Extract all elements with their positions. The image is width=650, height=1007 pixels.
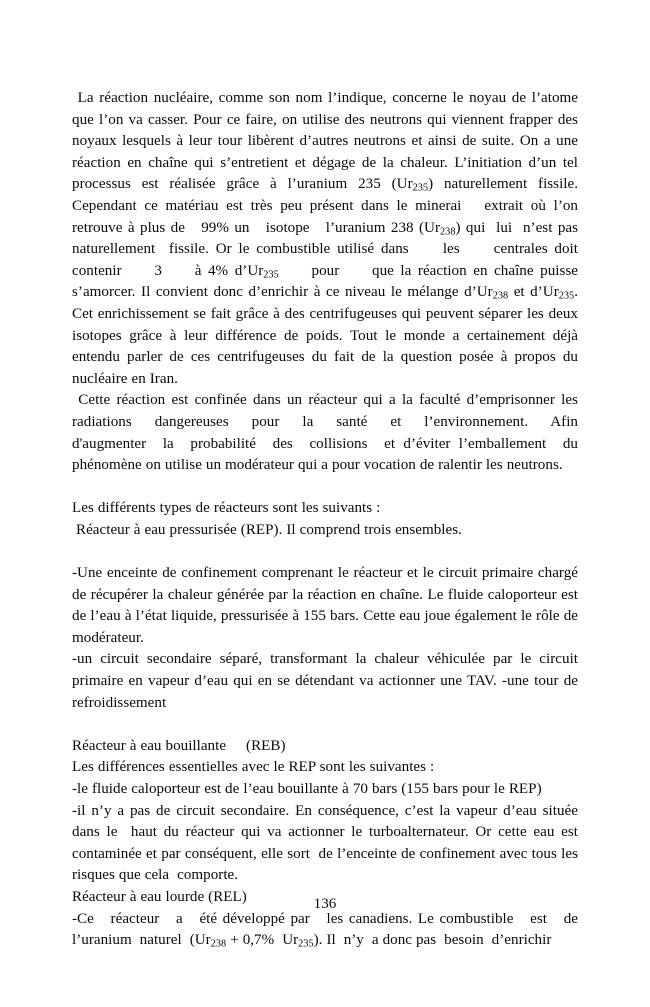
- paragraph-spacer-2: [72, 541, 578, 563]
- paragraph-rep-heading: Réacteur à eau pressurisée (REP). Il comprend trois ensembles.: [72, 521, 462, 538]
- paragraph-reb-differences-intro: Les différences essentielles avec le REP sont les suivantes :: [72, 759, 435, 776]
- paragraph-reactor-confinement: Cette réaction est confinée dans un réacteur qui a la faculté d’emprisonner les radiations dangereuses pour la santé et l’environnement. Afin d'augmenter la probabilité des collisions et d’éviter l’emballement du phénomène on utilise un modérateur qui a pour vocation de ralentir les neutrons.: [72, 392, 582, 474]
- subscript-ur235-d: 235: [298, 938, 314, 950]
- paragraph-spacer-1: [72, 477, 578, 499]
- paragraph-1-part-1: La réaction nucléaire, comme son nom l’indique, concerne le noyau de l’atome que l’on va casser. Pour ce faire, on utilise des neutrons qui viennent frapper des noyaux lesquels à leur tour libèrent d’autres neutrons et ainsi de suite. On a une réaction en chaîne qui s’entretient et dégage de la chaleur. L’initiation d’un tel processus est réalisée grâce à l’uranium 235 (Ur: [72, 90, 582, 193]
- paragraph-12-part-3: ). Il n’y a donc pas besoin d’enrichir: [313, 932, 552, 949]
- subscript-ur238-c: 238: [210, 938, 227, 950]
- paragraph-reb-heading: Réacteur à eau bouillante (REB): [72, 737, 286, 754]
- subscript-ur238-a: 238: [440, 225, 456, 237]
- paragraph-spacer-3: [72, 714, 578, 736]
- paragraph-1-part-6: . Cet enrichissement se fait grâce à des centrifugeuses qui peuvent séparer les deux isotopes grâce à leur différence de poids. Tout le monde a certainement déjà entendu parler de ces centrifugeuses du fait de la question posée à propos du nucléaire en Iran.: [72, 284, 582, 387]
- subscript-ur235-b: 235: [263, 269, 279, 280]
- paragraph-rep-secondary-circuit: -un circuit secondaire séparé, transformant la chaleur véhiculée par le circuit primaire en vapeur d’eau qui en se détendant va actionner une TAV. -une tour de refroidissement: [72, 651, 582, 711]
- paragraph-rep-containment: -Une enceinte de confinement comprenant le réacteur et le circuit primaire chargé de récupérer la chaleur générée par la réaction en chaîne. Le fluide caloporteur est de l’eau à l’état liquide, pressurisée à 155 bars. Cette eau joue également le rôle de modérateur.: [72, 565, 582, 646]
- paragraph-reactor-types-intro: Les différents types de réacteurs sont les suivants :: [72, 500, 381, 517]
- page-number: 136: [313, 896, 337, 912]
- paragraph-nuclear-reaction: [72, 88, 598, 390]
- paragraph-1-part-2: ) naturellement fissile. Cependant ce matériau est très peu présent dans le minerai extrait où l’on retrouve à plus de 99% un isotope l’uranium 238 (Ur: [72, 176, 583, 236]
- paragraph-reb-coolant: -le fluide caloporteur est de l’eau bouillante à 70 bars (155 bars pour le REP): [72, 781, 542, 797]
- subscript-ur235-a: 235: [412, 182, 429, 194]
- page-text-body: [72, 88, 598, 952]
- paragraph-1-part-5: et d’Ur: [508, 284, 559, 301]
- paragraph-rel-description: [72, 909, 582, 952]
- paragraph-1-part-4: pour que la réaction en chaîne puisse s’amorcer. Il convient donc d’enrichir à ce niveau le mélange d’Ur: [72, 262, 586, 301]
- paragraph-12-part-1: -Ce réacteur a été développé par les canadiens. Le combustible est de l’uranium naturel (Ur: [72, 910, 582, 949]
- paragraph-rel-heading: Réacteur à eau lourde (REL): [72, 888, 247, 905]
- subscript-ur238-b: 238: [492, 290, 509, 302]
- paragraph-12-part-2: + 0,7% Ur: [226, 932, 299, 949]
- paragraph-1-part-3: ) qui lui n’est pas naturellement fissile. Or le combustible utilisé dans les centrales doit contenir 3 à 4% d’Ur: [72, 219, 598, 279]
- subscript-ur235-c: 235: [558, 290, 575, 302]
- paragraph-reb-no-secondary-circuit: -il n’y a pas de circuit secondaire. En conséquence, c’est la vapeur d’eau située dans le haut du réacteur qui va actionner le turboalternateur. Or cette eau est contaminée et par conséquent, elle sort de l’enceinte de confinement avec tous les risques que cela comporte.: [72, 802, 582, 884]
